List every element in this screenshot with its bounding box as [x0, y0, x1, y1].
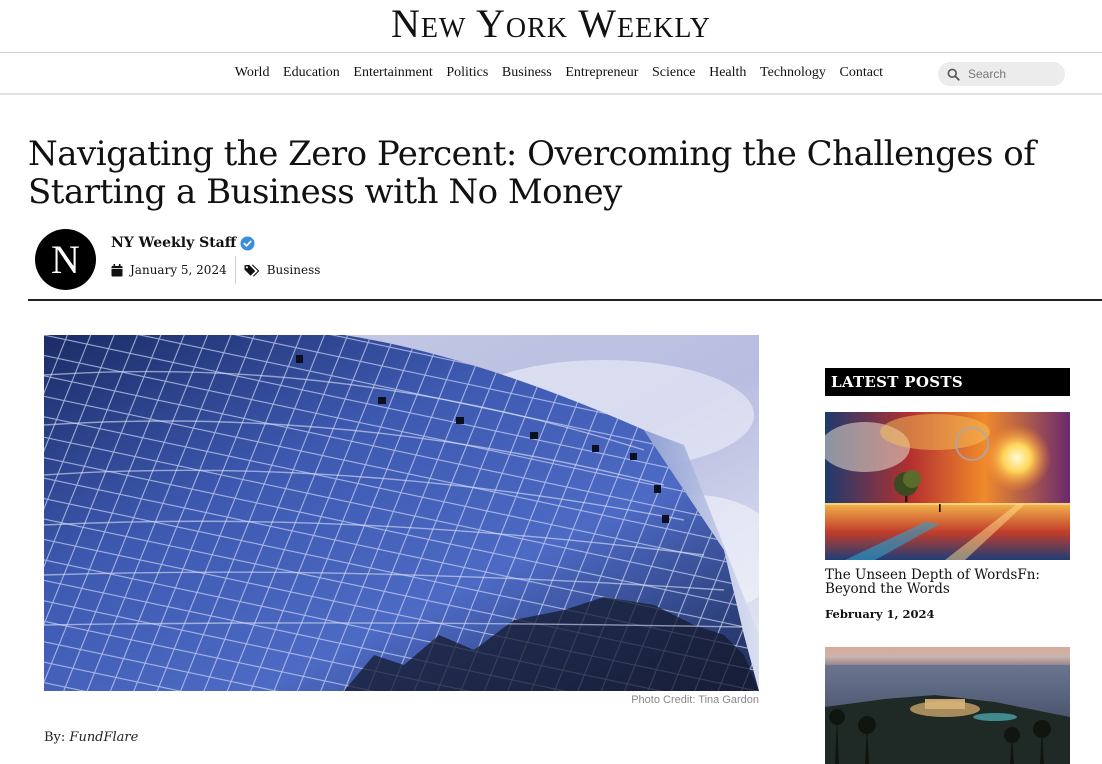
publish-date-text: January 5, 2024 — [130, 263, 227, 277]
byline-prefix: By: — [44, 730, 70, 745]
nav-item-entrepreneur[interactable]: Entrepreneur — [565, 65, 639, 80]
verified-badge-icon — [240, 236, 255, 251]
publish-date — [111, 263, 235, 277]
photo-credit: Photo Credit: Tina Gardon — [631, 694, 759, 706]
author-name[interactable]: NY Weekly Staff — [111, 235, 237, 251]
hero-image — [44, 335, 759, 691]
article-byline — [44, 730, 138, 745]
nav-item-business[interactable]: Business — [501, 65, 552, 80]
latest-post-date: February 1, 2024 — [825, 607, 935, 621]
site-logo[interactable]: New York Weekly — [391, 1, 711, 46]
search-box[interactable] — [938, 62, 1065, 86]
latest-posts-heading: LATEST POSTS — [825, 368, 1070, 396]
latest-post-thumbnail-2[interactable] — [825, 647, 1070, 764]
latest-post-title[interactable]: The Unseen Depth of WordsFn: Beyond the Words — [825, 567, 1040, 597]
meta-divider — [235, 256, 236, 284]
tags-icon — [244, 264, 260, 277]
nav-item-science[interactable]: Science — [651, 65, 696, 80]
avatar-letter: N — [51, 236, 80, 282]
article-title: Navigating the Zero Percent: Overcoming the Challenges of Starting a Business with No Money — [28, 134, 1036, 212]
nav-item-health[interactable]: Health — [709, 65, 747, 80]
nav-item-education[interactable]: Education — [283, 65, 340, 80]
calendar-icon — [111, 264, 123, 277]
search-input[interactable] — [968, 67, 1058, 81]
byline-author: FundFlare — [69, 730, 139, 745]
nav-item-politics[interactable]: Politics — [446, 65, 489, 80]
nav-menu — [228, 53, 890, 93]
nav-item-contact[interactable]: Contact — [839, 65, 884, 80]
article-header-rule — [28, 299, 1102, 301]
author-avatar[interactable] — [35, 229, 96, 290]
nav-item-technology[interactable]: Technology — [760, 65, 826, 80]
search-icon[interactable] — [947, 68, 960, 81]
category-tag[interactable] — [244, 263, 321, 277]
nav-item-world[interactable]: World — [234, 65, 270, 80]
site-header — [0, 0, 1102, 52]
category-link[interactable]: Business — [266, 263, 321, 277]
latest-post-thumbnail[interactable] — [825, 412, 1070, 560]
article-meta — [111, 256, 320, 284]
author-link[interactable] — [111, 235, 255, 251]
main-navigation — [0, 53, 1102, 95]
nav-item-entertainment[interactable]: Entertainment — [353, 65, 433, 80]
